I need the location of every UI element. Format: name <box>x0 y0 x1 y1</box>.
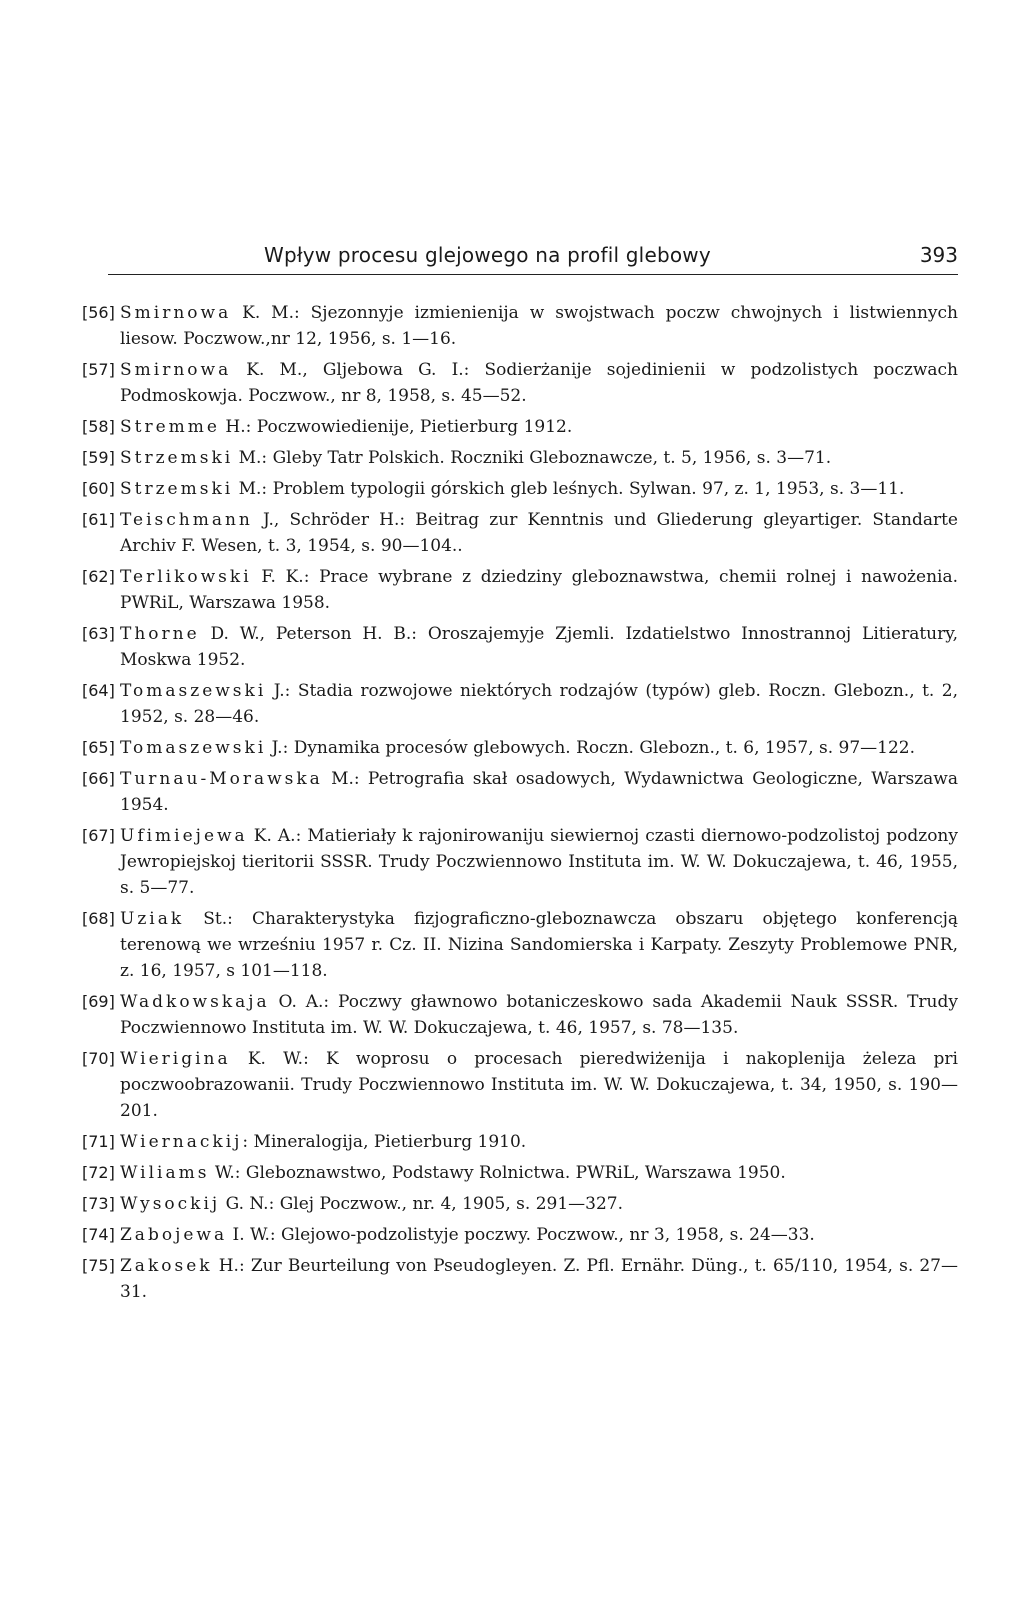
reference-author: Zakosek <box>120 1256 213 1276</box>
running-head <box>108 240 958 275</box>
reference-number: [58] <box>82 417 115 436</box>
reference-author: Smirnowa <box>120 303 232 323</box>
reference-entry <box>82 906 958 984</box>
reference-author: Ufimiejewa <box>120 826 248 846</box>
reference-number: [72] <box>82 1163 115 1182</box>
reference-number: [69] <box>82 992 115 1011</box>
reference-text: J., Schröder H.: Beitrag zur Kenntnis und Gliederung gleyartiger. Standarte Archiv F. Wesen, t. 3, 1954, s. 90—104.. <box>120 510 958 556</box>
reference-entry <box>82 1191 958 1217</box>
reference-number: [70] <box>82 1049 115 1068</box>
reference-number: [71] <box>82 1132 115 1151</box>
reference-entry <box>82 300 958 352</box>
page-number: 393 <box>919 243 958 267</box>
reference-text: K. A.: Matieriały k rajonirowaniju siewiernoj czasti diernowo-podzolistoj podzony Jewropiejskoj tieritorii SSSR. Trudy Poczwiennowo Instituta im. W. W. Dokuczajewa, t. 46, 1955, s. 5—77. <box>120 826 958 898</box>
reference-text: G. N.: Glej Poczwow., nr. 4, 1905, s. 291—327. <box>220 1194 623 1214</box>
reference-entry <box>82 735 958 761</box>
reference-text: J.: Dynamika procesów glebowych. Roczn. Glebozn., t. 6, 1957, s. 97—122. <box>266 738 916 758</box>
reference-entry <box>82 357 958 409</box>
reference-author: Wadkowskaja <box>120 992 270 1012</box>
reference-entry <box>82 564 958 616</box>
reference-entry <box>82 1160 958 1186</box>
reference-text: I. W.: Glejowo-podzolistyje poczwy. Poczwow., nr 3, 1958, s. 24—33. <box>227 1225 815 1245</box>
reference-author: Zabojewa <box>120 1225 228 1245</box>
reference-text: K. M.: Sjezonnyje izmienienija w swojstwach poczw chwojnych i listwiennych liesow. Poczwow.,nr 12, 1956, s. 1—16. <box>120 303 958 349</box>
reference-number: [57] <box>82 360 115 379</box>
reference-author: Strzemski <box>120 448 234 468</box>
reference-text: W.: Gleboznawstwo, Podstawy Rolnictwa. PWRiL, Warszawa 1950. <box>209 1163 786 1183</box>
reference-entry <box>82 507 958 559</box>
reference-entry <box>82 678 958 730</box>
reference-text: O. A.: Poczwy gławnowo botaniczeskowo sada Akademii Nauk SSSR. Trudy Poczwiennowo Instituta im. W. W. Dokuczajewa, t. 46, 1957, s. 78—135. <box>120 992 958 1038</box>
reference-entry <box>82 414 958 440</box>
reference-text: K. M., Gljebowa G. I.: Sodierżanije sojedinienii w podzolistych poczwach Podmoskowja. Poczwow., nr 8, 1958, s. 45—52. <box>120 360 958 406</box>
reference-text: J.: Stadia rozwojowe niektórych rodzajów (typów) gleb. Roczn. Glebozn., t. 2, 1952, s. 28—46. <box>120 681 958 727</box>
reference-author: Uziak <box>120 909 185 929</box>
reference-text: H.: Zur Beurteilung von Pseudogleyen. Z. Pfl. Ernähr. Düng., t. 65/110, 1954, s. 27—31. <box>120 1256 958 1302</box>
reference-number: [67] <box>82 826 115 845</box>
reference-author: Tomaszewski <box>120 738 267 758</box>
reference-entry <box>82 1046 958 1124</box>
reference-number: [66] <box>82 769 115 788</box>
reference-entry <box>82 1253 958 1305</box>
running-title: Wpływ procesu glejowego na profil glebowy <box>264 243 711 267</box>
reference-author: Wiliams <box>120 1163 210 1183</box>
reference-entry <box>82 766 958 818</box>
reference-text: : Mineralogija, Pietierburg 1910. <box>242 1132 527 1152</box>
reference-author: Tomaszewski <box>120 681 267 701</box>
reference-text: D. W., Peterson H. B.: Oroszajemyje Zjemli. Izdatielstwo Innostrannoj Litieratury, Moskwa 1952. <box>120 624 958 670</box>
reference-entry <box>82 1222 958 1248</box>
reference-text: M.: Gleby Tatr Polskich. Roczniki Gleboznawcze, t. 5, 1956, s. 3—71. <box>233 448 832 468</box>
reference-author: Turnau-Morawska <box>120 769 323 789</box>
reference-number: [56] <box>82 303 115 322</box>
reference-number: [74] <box>82 1225 115 1244</box>
reference-entry <box>82 989 958 1041</box>
reference-author: Stremme <box>120 417 220 437</box>
reference-text: H.: Poczwowiedienije, Pietierburg 1912. <box>219 417 573 437</box>
reference-number: [60] <box>82 479 115 498</box>
reference-text: St.: Charakterystyka fizjograficzno-gleboznawcza obszaru objętego konferencją terenową we wrześniu 1957 r. Cz. II. Nizina Sandomierska i Karpaty. Zeszyty Problemowe PNR, z. 16, 1957, s 101—118. <box>120 909 958 981</box>
reference-author: Smirnowa <box>120 360 232 380</box>
reference-text: K. W.: K woprosu o procesach pieredwiżenija i nakoplenija żeleza pri poczwoobrazowanii. Trudy Poczwiennowo Instituta im. W. W. Dokuczajewa, t. 34, 1950, s. 190—201. <box>120 1049 958 1121</box>
reference-number: [62] <box>82 567 115 586</box>
reference-entry <box>82 476 958 502</box>
reference-number: [73] <box>82 1194 115 1213</box>
reference-text: M.: Petrografia skał osadowych, Wydawnictwa Geologiczne, Warszawa 1954. <box>120 769 958 815</box>
reference-author: Wysockij <box>120 1194 221 1214</box>
reference-number: [64] <box>82 681 115 700</box>
reference-list <box>82 300 958 1310</box>
reference-text: F. K.: Prace wybrane z dziedziny gleboznawstwa, chemii rolnej i nawożenia. PWRiL, Warszawa 1958. <box>120 567 958 613</box>
reference-text: M.: Problem typologii górskich gleb leśnych. Sylwan. 97, z. 1, 1953, s. 3—11. <box>233 479 905 499</box>
reference-author: Strzemski <box>120 479 234 499</box>
reference-number: [59] <box>82 448 115 467</box>
reference-entry <box>82 445 958 471</box>
reference-entry <box>82 1129 958 1155</box>
reference-author: Thorne <box>120 624 200 644</box>
reference-entry <box>82 823 958 901</box>
reference-author: Wiernackij <box>120 1132 243 1152</box>
reference-number: [61] <box>82 510 115 529</box>
reference-number: [65] <box>82 738 115 757</box>
reference-author: Teischmann <box>120 510 253 530</box>
reference-author: Wierigina <box>120 1049 231 1069</box>
reference-number: [63] <box>82 624 115 643</box>
reference-number: [68] <box>82 909 115 928</box>
reference-entry <box>82 621 958 673</box>
reference-number: [75] <box>82 1256 115 1275</box>
reference-author: Terlikowski <box>120 567 252 587</box>
